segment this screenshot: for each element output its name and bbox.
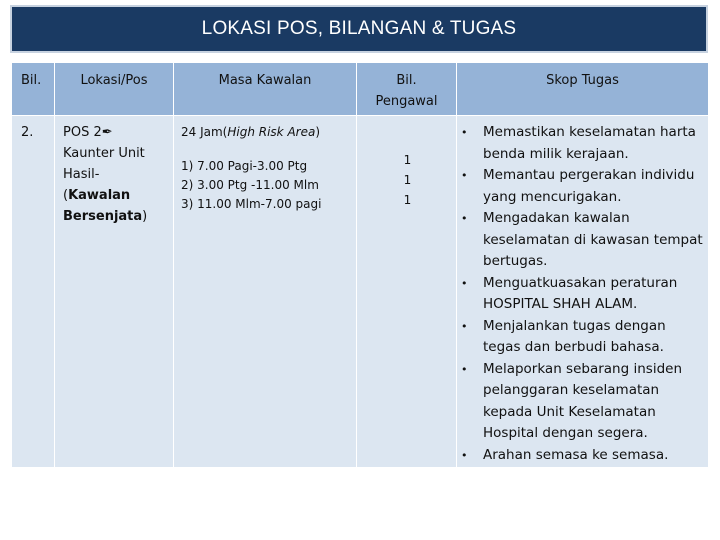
pengawal-count-3: 1 <box>403 193 412 207</box>
header-pengawal-line1: Bil. <box>396 73 417 88</box>
lokasi-line-4 <box>63 185 169 206</box>
header-bil: Bil. <box>12 63 55 115</box>
header-pengawal-line2: Pengawal <box>375 94 438 109</box>
shift-2: 2) 3.00 Ptg -11.00 Mlm <box>181 178 319 192</box>
lokasi-line-5 <box>63 206 169 227</box>
lokasi-line-3: Hasil- <box>63 167 100 182</box>
lokasi-paren-open: ( <box>63 188 69 203</box>
bullet-icon: • <box>461 212 468 225</box>
bullet-icon: • <box>461 448 468 462</box>
header-masa: Masa Kawalan <box>174 63 357 115</box>
bullet-icon: • <box>461 276 468 290</box>
masa-prefix: 24 Jam( <box>181 125 228 139</box>
header-lokasi: Lokasi/Pos <box>55 63 174 115</box>
task-text: Melaporkan sebarang insiden pelanggaran keselamatan kepada Unit Keselamatan Hospital dengan segera. <box>483 360 682 441</box>
shift-1: 1) 7.00 Pagi-3.00 Ptg <box>181 159 308 173</box>
list-item <box>457 359 704 445</box>
list-item <box>457 316 704 359</box>
task-text: Mengadakan kawalan keselamatan di kawasan tempat bertugas. <box>483 210 703 269</box>
table-row <box>12 115 708 467</box>
lokasi-line-2: Kaunter Unit <box>63 146 145 161</box>
task-list <box>457 122 704 466</box>
task-text: Memantau pergerakan individu yang mencurigakan. <box>483 167 695 205</box>
row-number: 2. <box>21 125 34 140</box>
header-skop: Skop Tugas <box>457 63 708 115</box>
task-text: Arahan semasa ke semasa. <box>483 446 669 463</box>
cell-pengawal <box>357 115 457 467</box>
duty-table <box>12 63 708 467</box>
header-pengawal <box>357 63 457 115</box>
list-item <box>457 273 704 316</box>
task-text: Memastikan keselamatan harta benda milik kerajaan. <box>483 124 696 162</box>
masa-suffix: ) <box>315 125 321 139</box>
pengawal-count-2: 1 <box>403 173 412 187</box>
masa-24-jam <box>181 122 352 143</box>
cell-lokasi <box>55 115 174 467</box>
bullet-icon: • <box>461 126 468 139</box>
task-text: Menguatkuasakan peraturan HOSPITAL SHAH ALAM. <box>483 274 678 312</box>
page-title: LOKASI POS, BILANGAN & TUGAS <box>201 18 517 39</box>
task-text: Menjalankan tugas dengan tegas dan berbudi bahasa. <box>483 317 666 355</box>
lokasi-kawalan: Kawalan <box>68 188 131 203</box>
lokasi-paren-close: ) <box>142 209 148 224</box>
pengawal-list <box>363 122 452 210</box>
cell-masa <box>174 115 357 467</box>
cell-skop <box>457 115 708 467</box>
list-item <box>457 445 704 467</box>
table-header-row <box>12 63 708 115</box>
lokasi-line-1: POS 2✒ <box>63 125 113 140</box>
pengawal-count-1: 1 <box>403 153 412 167</box>
title-banner <box>10 5 708 53</box>
shift-3: 3) 11.00 Mlm-7.00 pagi <box>181 197 322 211</box>
list-item <box>457 122 704 165</box>
cell-bil <box>12 115 55 467</box>
list-item <box>457 208 704 273</box>
lokasi-bersenjata: Bersenjata <box>63 209 143 224</box>
bullet-icon: • <box>461 319 468 333</box>
bullet-icon: • <box>461 362 468 376</box>
list-item <box>457 165 704 208</box>
bullet-icon: • <box>461 169 468 182</box>
masa-high-risk: High Risk Area <box>227 125 316 139</box>
